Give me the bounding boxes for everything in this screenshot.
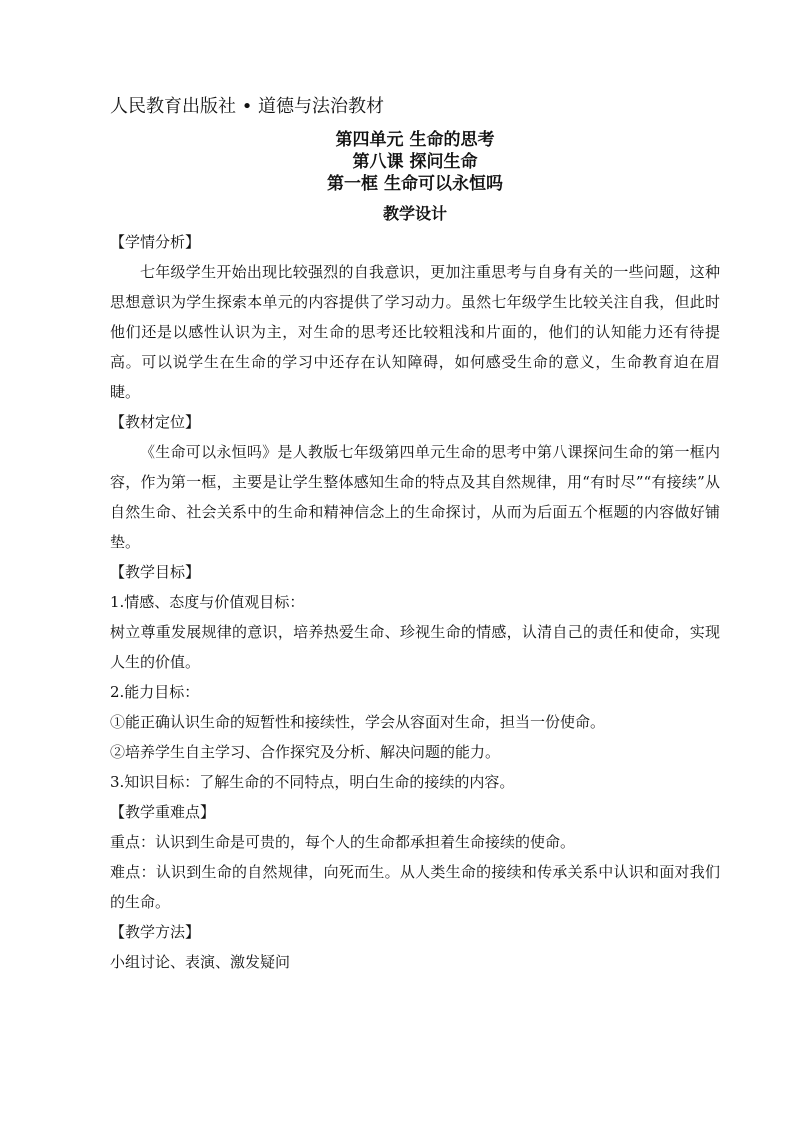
section-heading-teaching-goals: 【教学目标】 bbox=[110, 563, 201, 581]
ability-goal-item-1: ①能正确认识生命的短暂性和接续性，学会从容面对生命，担当一份使命。 bbox=[110, 713, 606, 731]
doc-type-title: 教学设计 bbox=[382, 204, 447, 223]
knowledge-goal: 3.知识目标：了解生命的不同特点，明白生命的接续的内容。 bbox=[110, 773, 515, 791]
lesson-title: 第八课 探问生命 bbox=[352, 152, 478, 172]
emotion-goal-label: 1.情感、态度与价值观目标： bbox=[110, 593, 305, 611]
emotion-goal-body: 树立尊重发展规律的意识，培养热爱生命、珍视生命的情感，认清自己的责任和使命，实现人生的价值。 bbox=[110, 623, 720, 671]
ability-goal-label: 2.能力目标： bbox=[110, 683, 200, 701]
methods-body: 小组讨论、表演、激发疑问 bbox=[110, 953, 291, 971]
section-heading-key-difficult: 【教学重难点】 bbox=[110, 803, 216, 821]
section-heading-textbook-position: 【教材定位】 bbox=[110, 413, 201, 431]
difficult-point: 难点：认识到生命的自然规律，向死而生。从人类生命的接续和传承关系中认识和面对我们的生命。 bbox=[110, 863, 720, 911]
section-heading-methods: 【教学方法】 bbox=[110, 923, 201, 941]
publisher-line: 人民教育出版社 • 道德与法治教材 bbox=[110, 96, 385, 117]
textbook-position-body: 《生命可以永恒吗》是人教版七年级第四单元生命的思考中第八课探问生命的第一框内容，作为第一框，主要是让学生整体感知生命的特点及其自然规律，用“有时尽”“有接续”从自然生命、社会关系中的生命和精神信念上的生命探讨，从而为后面五个框题的内容做好铺垫。 bbox=[110, 443, 720, 551]
unit-title: 第四单元 生命的思考 bbox=[335, 130, 495, 150]
section-heading-student-analysis: 【学情分析】 bbox=[110, 233, 201, 251]
document-page bbox=[110, 92, 720, 977]
ability-goal-item-2: ②培养学生自主学习、合作探究及分析、解决问题的能力。 bbox=[110, 743, 501, 761]
key-point: 重点：认识到生命是可贵的，每个人的生命都承担着生命接续的使命。 bbox=[110, 833, 576, 851]
frame-title: 第一框 生命可以永恒吗 bbox=[327, 174, 503, 194]
student-analysis-body: 七年级学生开始出现比较强烈的自我意识，更加注重思考与自身有关的一些问题，这种思想意识为学生探索本单元的内容提供了学习动力。虽然七年级学生比较关注自我，但此时他们还是以感性认识为主，对生命的思考还比较粗浅和片面的，他们的认知能力还有待提高。可以说学生在生命的学习中还存在认知障碍，如何感受生命的意义，生命教育迫在眉睫。 bbox=[110, 263, 720, 401]
